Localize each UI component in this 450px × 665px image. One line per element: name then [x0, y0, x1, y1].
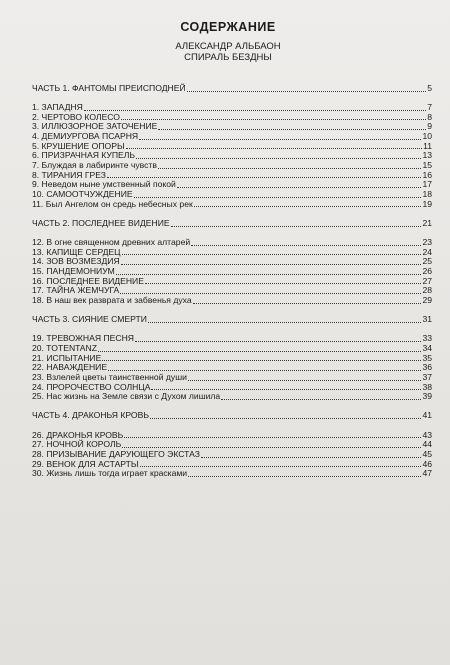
chapter-entry-page-number: 7 — [427, 102, 432, 113]
header — [24, 20, 432, 63]
author-name: АЛЕКСАНДР АЛЬБАОН — [175, 41, 281, 52]
chapter-entry-label: 30. Жизнь лишь тогда играет красками — [32, 468, 188, 479]
chapter-entry-page-number: 18 — [422, 189, 432, 200]
chapter-entry-label: 7. Блуждая в лабиринте чувств — [32, 160, 157, 171]
chapter-entry-label: 24. ПРОРОЧЕСТВО СОЛНЦА — [32, 381, 151, 392]
chapter-entry-page-number: 29 — [422, 294, 432, 305]
chapter-entry-label: 17. ТАЙНА ЖЕМЧУГА — [32, 285, 120, 296]
dot-leader — [126, 148, 423, 149]
dot-leader — [140, 466, 422, 467]
part-entry — [32, 219, 432, 229]
chapter-entry-label: 25. Нас жизнь на Земле связи с Духом лишила — [32, 391, 221, 402]
chapter-entry-label: 18. В наш век разврата и забвенья духа — [32, 294, 192, 305]
part-entry-page-number: 31 — [422, 314, 432, 325]
chapter-entry-page-number: 27 — [422, 275, 432, 286]
dot-leader — [145, 283, 421, 284]
part-entry-label: ЧАСТЬ 4. ДРАКОНЬЯ КРОВЬ — [32, 410, 149, 421]
chapter-entry — [32, 200, 432, 210]
dot-leader — [102, 360, 421, 361]
dot-leader — [139, 139, 421, 140]
chapter-entry-page-number: 17 — [422, 179, 432, 190]
part-entry — [32, 411, 432, 421]
chapter-entry-label: 3. ИЛЛЮЗОРНОЕ ЗАТОЧЕНИЕ — [32, 121, 158, 132]
dot-leader — [221, 399, 421, 400]
dot-leader — [158, 129, 426, 130]
chapter-entry-page-number: 44 — [422, 439, 432, 450]
dot-leader — [171, 226, 422, 227]
chapter-entry-page-number: 10 — [422, 131, 432, 142]
chapter-entry-label: 4. ДЕМИУРГОВА ПСАРНЯ — [32, 131, 139, 142]
chapter-entry-page-number: 9 — [427, 121, 432, 132]
part-entry-label: ЧАСТЬ 2. ПОСЛЕДНЕЕ ВИДЕНИЕ — [32, 217, 170, 228]
chapter-entry-label: 28. ПРИЗЫВАНИЕ ДАРУЮЩЕГО ЭКСТАЗ — [32, 448, 200, 459]
chapter-entry-page-number: 15 — [422, 160, 432, 171]
chapter-entry — [32, 469, 432, 479]
chapter-entry-page-number: 47 — [422, 468, 432, 479]
chapter-entry-page-number: 39 — [422, 391, 432, 402]
section-spacer — [32, 94, 432, 104]
dot-leader — [194, 206, 422, 207]
chapter-entry-page-number: 37 — [422, 371, 432, 382]
dot-leader — [120, 293, 421, 294]
dot-leader — [148, 322, 422, 323]
table-of-contents — [32, 84, 432, 479]
dot-leader — [121, 264, 422, 265]
chapter-entry-label: 16. ПОСЛЕДНЕЕ ВИДЕНИЕ — [32, 275, 144, 286]
chapter-entry-label: 13. КАПИЩЕ СЕРДЕЦ — [32, 246, 121, 257]
part-entry — [32, 315, 432, 325]
dot-leader — [201, 457, 421, 458]
dot-leader — [177, 187, 422, 188]
dot-leader — [116, 274, 422, 275]
dot-leader — [158, 168, 422, 169]
chapter-entry-label: 11. Был Ангелом он средь небесных рек — [32, 198, 193, 209]
chapter-entry-page-number: 25 — [422, 256, 432, 267]
dot-leader — [135, 341, 421, 342]
book-title: СПИРАЛЬ БЕЗДНЫ — [184, 52, 272, 63]
page-title: СОДЕРЖАНИЕ — [180, 20, 276, 34]
chapter-entry-page-number: 38 — [422, 381, 432, 392]
chapter-entry-label: 26. ДРАКОНЬЯ КРОВЬ — [32, 429, 124, 440]
chapter-entry-label: 12. В огне священном древних алтарей — [32, 237, 191, 248]
dot-leader — [134, 197, 422, 198]
chapter-entry-label: 20. TOTENTANZ — [32, 342, 97, 353]
dot-leader — [151, 389, 421, 390]
part-entry — [32, 84, 432, 94]
chapter-entry-label: 5. КРУШЕНИЕ ОПОРЫ — [32, 140, 125, 151]
chapter-entry-label: 23. Взлелей цветы таинственной души — [32, 371, 187, 382]
dot-leader — [121, 119, 426, 120]
chapter-entry-label: 19. ТРЕВОЖНАЯ ПЕСНЯ — [32, 333, 134, 344]
dot-leader — [98, 351, 421, 352]
chapter-entry-label: 15. ПАНДЕМОНИУМ — [32, 266, 115, 276]
part-entry-label: ЧАСТЬ 1. ФАНТОМЫ ПРЕИСПОДНЕЙ — [32, 83, 186, 93]
chapter-entry-page-number: 35 — [422, 352, 432, 363]
dot-leader — [187, 91, 427, 92]
dot-leader — [150, 418, 421, 419]
dot-leader — [107, 177, 421, 178]
chapter-entry-page-number: 11 — [423, 140, 432, 151]
chapter-entry-page-number: 26 — [422, 266, 432, 276]
dot-leader — [84, 110, 426, 111]
chapter-entry-page-number: 36 — [422, 362, 432, 373]
chapter-entry-label: 14. ЗОВ ВОЗМЕЗДИЯ — [32, 256, 120, 267]
part-entry-page-number: 5 — [427, 83, 432, 93]
dot-leader — [124, 437, 421, 438]
chapter-entry-label: 29. ВЕНОК ДЛЯ АСТАРТЫ — [32, 458, 139, 469]
chapter-entry-label: 1. ЗАПАДНЯ — [32, 102, 83, 113]
chapter-entry-page-number: 8 — [427, 111, 432, 122]
chapter-entry-page-number: 19 — [422, 198, 432, 209]
chapter-entry-page-number: 13 — [422, 150, 432, 161]
chapter-entry-label: 27. НОЧНОЙ КОРОЛЬ — [32, 439, 122, 450]
chapter-entry-page-number: 28 — [422, 285, 432, 296]
dot-leader — [122, 254, 422, 255]
part-entry-label: ЧАСТЬ 3. СИЯНИЕ СМЕРТИ — [32, 314, 147, 325]
chapter-entry-page-number: 23 — [422, 237, 432, 248]
chapter-entry-page-number: 43 — [422, 429, 432, 440]
chapter-entry-label: 9. Неведом ныне умственный покой — [32, 179, 176, 190]
chapter-entry — [32, 296, 432, 306]
part-entry-page-number: 21 — [422, 217, 432, 228]
dot-leader — [191, 245, 421, 246]
dot-leader — [188, 380, 422, 381]
chapter-entry-label: 21. ИСПЫТАНИЕ — [32, 352, 102, 363]
chapter-entry-page-number: 16 — [422, 169, 432, 180]
dot-leader — [188, 476, 421, 477]
chapter-entry — [32, 392, 432, 402]
dot-leader — [193, 303, 422, 304]
chapter-entry-page-number: 24 — [422, 246, 432, 257]
dot-leader — [108, 370, 421, 371]
chapter-entry-page-number: 33 — [422, 333, 432, 344]
chapter-entry-page-number: 45 — [422, 448, 432, 459]
part-entry-page-number: 41 — [422, 410, 432, 421]
chapter-entry-label: 10. САМООТЧУЖДЕНИЕ — [32, 189, 133, 200]
chapter-entry-page-number: 46 — [422, 458, 432, 469]
dot-leader — [122, 447, 421, 448]
chapter-entry-label: 6. ПРИЗРАЧНАЯ КУПЕЛЬ — [32, 150, 136, 161]
chapter-entry-page-number: 34 — [422, 342, 432, 353]
chapter-entry-label: 8. ТИРАНИЯ ГРЕЗ — [32, 169, 106, 180]
chapter-entry-label: 2. ЧЕРТОВО КОЛЕСО — [32, 111, 120, 122]
dot-leader — [136, 158, 421, 159]
chapter-entry-label: 22. НАВАЖДЕНИЕ — [32, 362, 108, 373]
